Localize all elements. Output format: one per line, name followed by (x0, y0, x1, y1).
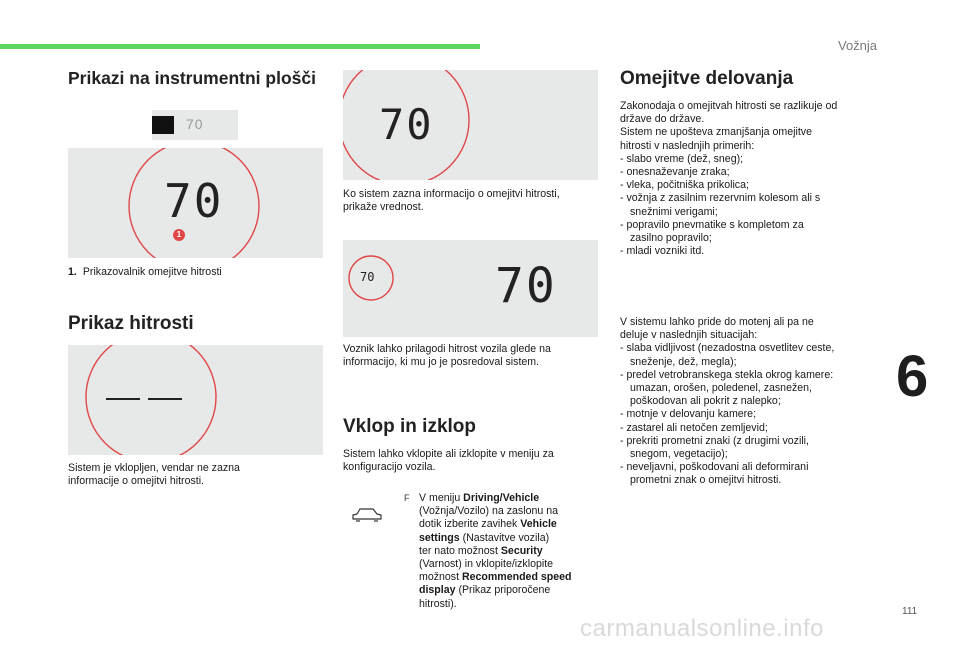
title-speed-display: Prikaz hitrosti (68, 313, 194, 334)
bullet-arrow-icon: F (404, 493, 410, 503)
title-operating-limits: Omejitve delovanja (620, 68, 794, 89)
title-on-off: Vklop in izklop (343, 416, 477, 437)
black-block-icon (152, 116, 174, 134)
title-instrument-displays: Prikazi na instrumentni plošči (68, 68, 316, 88)
car-icon (350, 505, 384, 525)
small-speed-value: 70 (360, 270, 375, 284)
speed-limit-panel (68, 148, 323, 258)
settings-instructions: V meniju Driving/Vehicle (Vožnja/Vozilo) na zaslonu na dotik izberite zavihek Vehicle settings (Nastavitve vozila) ter nato možnost Security (Varnost) in vklopite/izklopite možnost Recommended speed display (Prikaz priporočene hitrosti). (419, 492, 572, 610)
page-number: 111 (902, 606, 918, 617)
speed-display-text: Sistem je vklopljen, vendar ne zazna informacije o omejitvi hitrosti. (68, 462, 240, 488)
mini-cluster-display (152, 110, 238, 140)
limits-malfunction-text: V sistemu lahko pride do motenj ali pa ne deluje v naslednjih situacijah: - slaba vidljivost (nezadostna osvetlitev ceste, sneženje, dež, megla); - predel vetrobranskega stekla okrog kamere: umazan, orošen, poledenel, zasnežen, poškodovan ali pokrit z nalepko; - motnje v delovanju kamere; - zastarel ali netočen zemljevid; - prekriti prometni znaki (z drugimi vozili, snegom, vegetacijo); - neveljavni, poškodovani ali deformirani prometni znak o omejitvi hitrosti. (620, 316, 835, 487)
main-speed-value: 70 (164, 174, 224, 228)
section-color-bar (0, 44, 480, 49)
watermark-text: carmanualsonline.info (580, 615, 824, 642)
detected-speed-value: 70 (379, 100, 434, 149)
empty-speed-sign-graphic (68, 345, 323, 455)
adjust-speed-text: Voznik lahko prilagodi hitrost vozila glede na informacijo, ki mu jo je posredoval sistem. (343, 343, 551, 369)
detected-limit-panel (343, 70, 598, 180)
chapter-number: 6 (896, 344, 929, 409)
small-speed-sign-graphic (343, 240, 598, 337)
limits-intro-text: Zakonodaja o omejitvah hitrosti se razlikuje od države do države. Sistem ne upošteva zmanjšanja omejitve hitrosti v naslednjih primerih: - slabo vreme (dež, sneg); - onesnaževanje zraka; - vleka, počitniška prikolica; - vožnja z zasilnim rezervnim kolesom ali s snežnimi verigami; - popravilo pnevmatike s kompletom za zasilno popravilo; - mladi vozniki itd. (620, 100, 838, 258)
caption-number: 1. (68, 266, 77, 278)
callout-marker-1: 1 (173, 229, 185, 241)
current-speed-value: 70 (495, 258, 557, 314)
caption-text: Prikazovalnik omejitve hitrosti (82, 266, 222, 278)
on-off-text: Sistem lahko vklopite ali izklopite v meniju za konfiguracijo vozila. (343, 448, 554, 474)
section-header: Vožnja (838, 38, 878, 53)
adjust-speed-panel (343, 240, 598, 337)
no-limit-panel (68, 345, 323, 455)
detected-limit-text: Ko sistem zazna informacijo o omejitvi hitrosti, prikaže vrednost. (343, 188, 560, 214)
figure-caption (68, 266, 222, 278)
mini-speed-value: 70 (186, 116, 204, 132)
dash-display-text (68, 345, 69, 346)
